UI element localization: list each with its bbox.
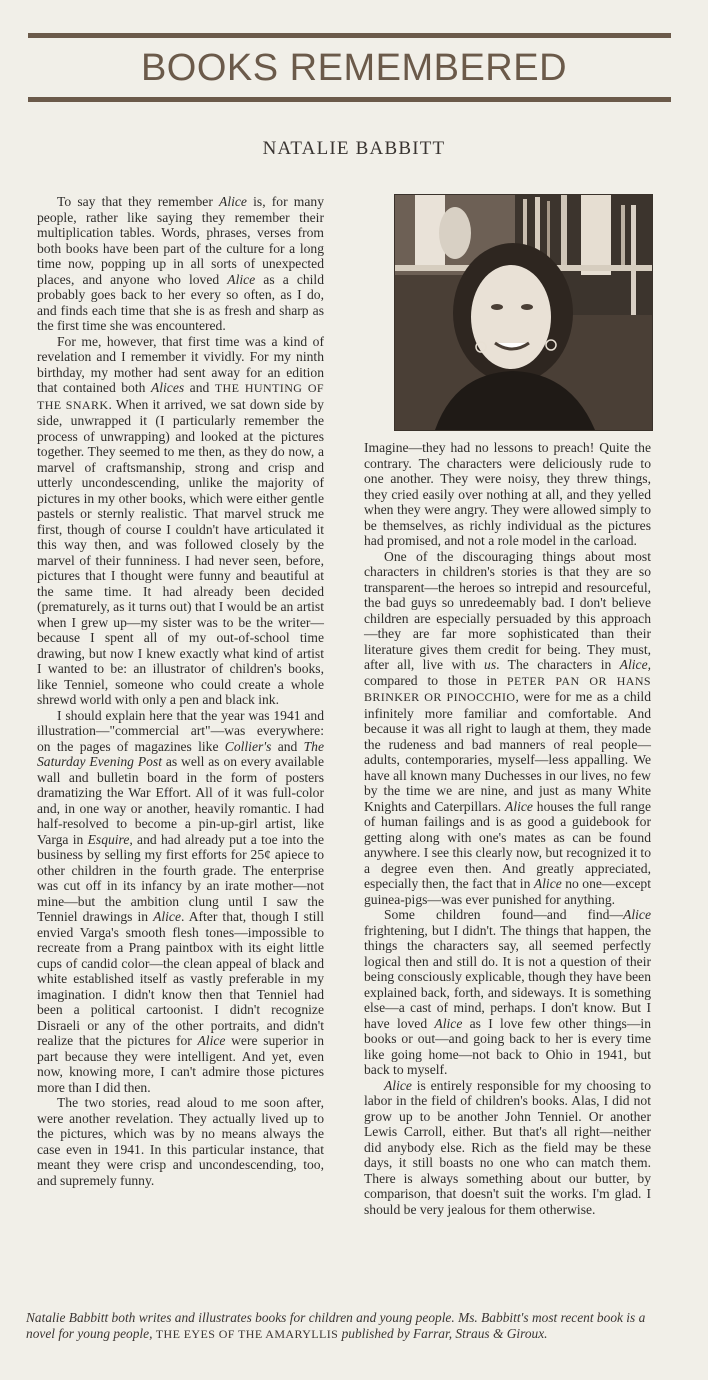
paragraph: The two stories, read aloud to me soon after, were another revelation. They actually lived up to the pictures, which was by no means always the case even in 1941. In this particular instance, that meant they were crisp and uncondescending, too, and supremely funny.: [37, 1095, 324, 1188]
author-photo: [394, 194, 653, 431]
paragraph: I should explain here that the year was 1941 and illustration—"commercial art"—was everywhere: on the pages of magazines like Collier's and The Saturday Evening Post as well as on every available wall and bulletin board in the form of posters dramatizing the War Effort. All of it was full-color and, in one way or another, heavily romantic. I had half-resolved to become a pin-up-girl artist, like Varga in Esquire, and had already put a toe into the business by selling my first efforts for 25¢ apiece to other children in the fourth grade. The enterprise was cut off in its infancy by an irate mother—not mine—but the ambition clung until I saw the Tenniel drawings in Alice. After that, though I still envied Varga's smooth flesh tones—impossible to recreate from a Prang paintbox with its eight little cups of candid color—the clean appeal of black and white established itself as vastly preferable in my imagination. I didn't know then that Tenniel had been a political cartoonist. I didn't recognize Disraeli or any of the other portraits, and didn't realize that the pictures for Alice were superior in part because they were intelligent. And yet, even now, knowing more, I can't admire those pictures more than I did then.: [37, 707, 324, 1095]
portrait-image: [395, 195, 652, 430]
paragraph: One of the discouraging things about most characters in children's stories is that they are so transparent—the heroes so intrepid and resourceful, the bad guys so unredeemably bad. I don't believe children are especially persuaded by this approach—they are far more sophisticated than their literature gives them credit for being. They must, after all, live with us. The characters in Alice, compared to those in PETER PAN OR HANS BRINKER OR PINOCCHIO, were for me as a child infinitely more familiar and comfortable. And because it was all right to laugh at them, they made the rudeness and bad manners of real people—adults, contemporaries, myself—less appalling. We have all known many Duchesses in our lives, no few by the time we are nine, and just as many White Knights and Caterpillars. Alice houses the full range of human failings and is as good a guidebook for getting along with one's mates as can be found anywhere. I see this clearly now, but recognized it to a degree even then. And greatly appreciated, especially then, the fact that in Alice no one—except guinea-pigs—was ever punished for anything.: [364, 548, 651, 907]
author-byline: NATALIE BABBITT: [262, 138, 446, 159]
paragraph: Alice is entirely responsible for my choosing to labor in the field of children's books. Alas, I did not grow up to be another John Tenniel. Or another Lewis Carroll, either. But that's all right—neither did anybody else. Rich as the field may be these days, it still boasts no one who can match them. There is always something about our butter, by comparison, that doesn't suit the works. I'm glad. I should be very jealous for them otherwise.: [364, 1077, 651, 1217]
paragraph: Some children found—and find—Alice frightening, but I didn't. The things that happen, the things the characters say, all seemed perfectly logical then and still do. It is not a question of their being consciously explicable, though they have been explained back, forth, and sideways. It is something else—a cast of mind, perhaps. I don't know. But I have loved Alice as I love few other things—in books or out—and going back to her is every time like going home—not back to Ohio in 1941, but back to myself.: [364, 907, 651, 1077]
paragraph: Imagine—they had no lessons to preach! Quite the contrary. The characters were deliciously rude to one another. They were noisy, they threw things, they cried easily over nothing at all, and they yelled when they were angry. They were allowed simply to be themselves, as richly individual as the pictures had promised, and not a role model in the carload.: [364, 440, 651, 548]
page-title: BOOKS REMEMBERED: [140, 47, 568, 89]
author-bio-footnote: Natalie Babbitt both writes and illustrates books for children and young people. Ms. Babbitt's most recent book is a novel for young people, THE EYES OF THE AMARYLLIS published by Farrar, Straus & Giroux.: [26, 1310, 646, 1341]
header-rule-bottom: [28, 97, 671, 102]
left-column: [37, 194, 324, 1188]
paragraph: To say that they remember Alice is, for many people, rather like saying they remember their multiplication tables. Words, phrases, verses from both books have been part of the culture for a long time now, popping up in all sorts of unexpected places, and anyone who loved Alice as a child probably goes back to her every so often, as I do, and finds each time that she is as fresh and sharp as the first time she was encountered.: [37, 194, 325, 333]
right-column: [364, 440, 651, 1217]
header-rule-top: [28, 33, 671, 38]
paragraph: For me, however, that first time was a kind of revelation and I remember it vividly. For my ninth birthday, my mother had sent away for an edition that contained both Alices and THE HUNTING OF THE SNARK. When it arrived, we sat down side by side, unwrapped it (I particularly remember the process of unwrapping) and looked at the pictures together. They seemed to me then, as they do now, a marvel of craftsmanship, strong and crisp and utterly uncondescending, unlike the majority of pictures in my other books, which were either gentle pastels or sternly realistic. That marvel struck me first, though of course I couldn't have articulated it this way then, and was followed closely by the marvel of their funniness. I had never seen, before, pictures that I thought were funny and beautiful at the same time. It had already been decided (prematurely, as it turns out) that I would be an artist when I grew up—my sister was to be the writer—because I spent all of my out-of-school time drawing, but now I knew exactly what kind of artist I wanted to be: an illustrator of children's books, like Tenniel, someone who could create a whole shrewd world with only a pen and black ink.: [37, 333, 324, 707]
